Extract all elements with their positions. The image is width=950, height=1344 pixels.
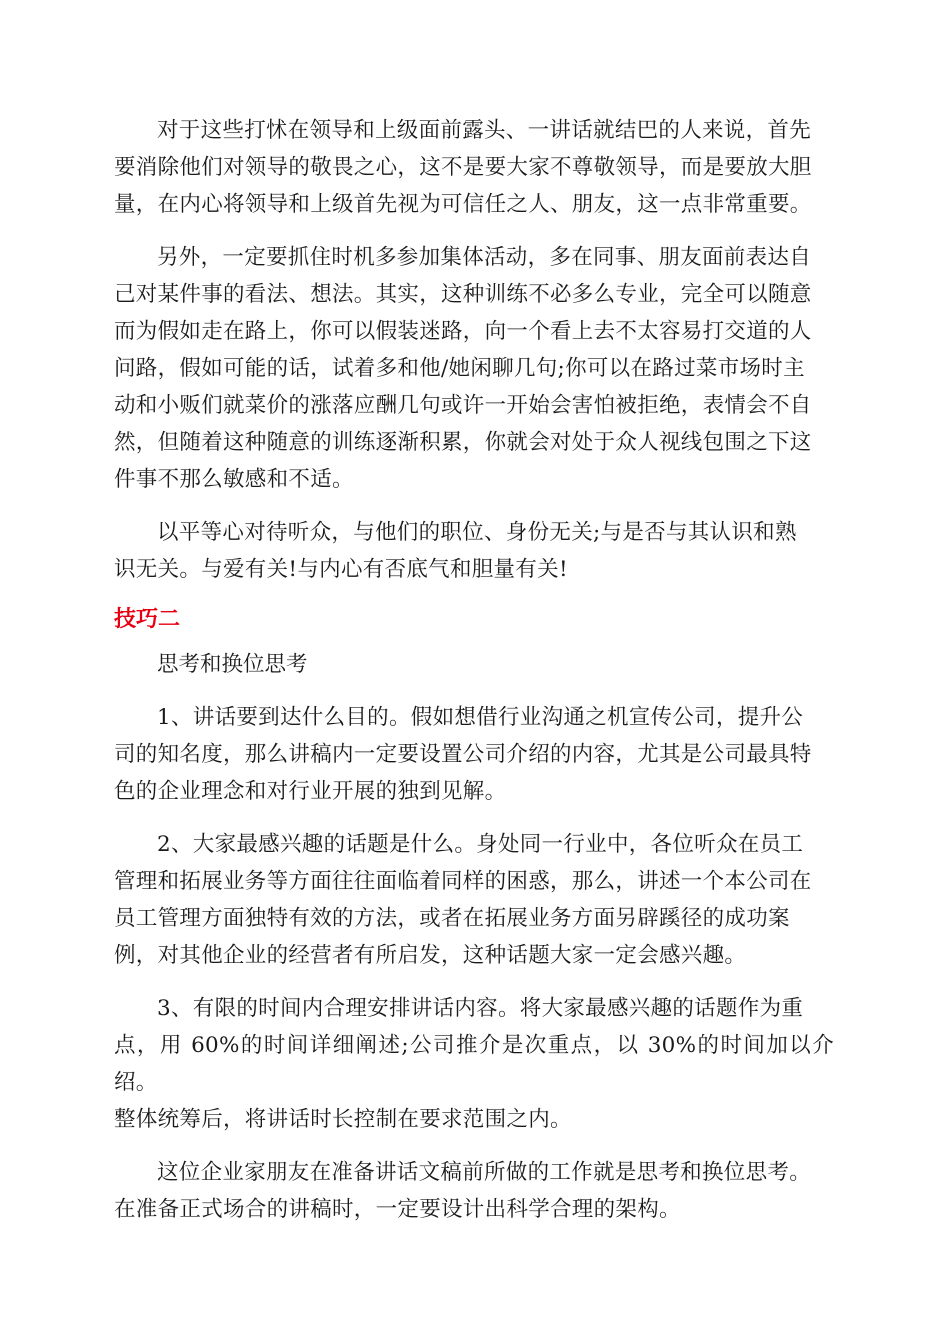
- paragraph-group-activities: 另外，一定要抓住时机多参加集体活动，多在同事、朋友面前表达自 己对某件事的看法、想法。其实，这种训练不必多么专业，完全可以随意 而为假如走在路上，你可以假装迷路，向一个看上去不太容易打交道的人 问路，假如可能的话，试着多和他/她闲聊几句;你可以在路过菜市场时主 动和小贩们就菜价的涨落应酬几句或许一开始会害怕被拒绝，表情会不自 然，但随着这种随意的训练逐渐积累，你就会对处于众人视线包围之下这 件事不那么敏感和不适。: [114, 245, 812, 492]
- paragraph-point-1: 1、讲话要到达什么目的。假如想借行业沟通之机宣传公司，提升公 司的知名度，那么讲稿内一定要设置公司介绍的内容，尤其是公司最具特 色的企业理念和对行业开展的独到见解。: [114, 705, 812, 804]
- paragraph-point-3: 3、有限的时间内合理安排讲话内容。将大家最感兴趣的话题作为重 点，用 60%的时间详细阐述;公司推介是次重点，以 30%的时间加以介绍。 整体统筹后，将讲话时长控制在要求范围之内。: [114, 996, 834, 1132]
- paragraph-summary: 这位企业家朋友在准备讲话文稿前所做的工作就是思考和换位思考。 在准备正式场合的讲稿时，一定要设计出科学合理的架构。: [114, 1160, 812, 1222]
- section-heading: 技巧二: [114, 607, 181, 632]
- section-subheading: 思考和换位思考: [157, 652, 308, 677]
- document-body: [114, 112, 834, 1244]
- paragraph-leader-fear: 对于这些打怵在领导和上级面前露头、一讲话就结巴的人来说，首先 要消除他们对领导的敬畏之心，这不是要大家不尊敬领导，而是要放大胆 量，在内心将领导和上级首先视为可信任之人、朋友，这一点非常重要。: [114, 118, 812, 217]
- paragraph-point-2: 2、大家最感兴趣的话题是什么。身处同一行业中，各位听众在员工 管理和拓展业务等方面往往面临着同样的困惑，那么，讲述一个本公司在 员工管理方面独特有效的方法，或者在拓展业务方面另辟蹊径的成功案 例，对其他企业的经营者有所启发，这种话题大家一定会感兴趣。: [114, 832, 812, 968]
- paragraph-equal-mind: 以平等心对待听众，与他们的职位、身份无关;与是否与其认识和熟 识无关。与爱有关!与内心有否底气和胆量有关!: [114, 520, 797, 582]
